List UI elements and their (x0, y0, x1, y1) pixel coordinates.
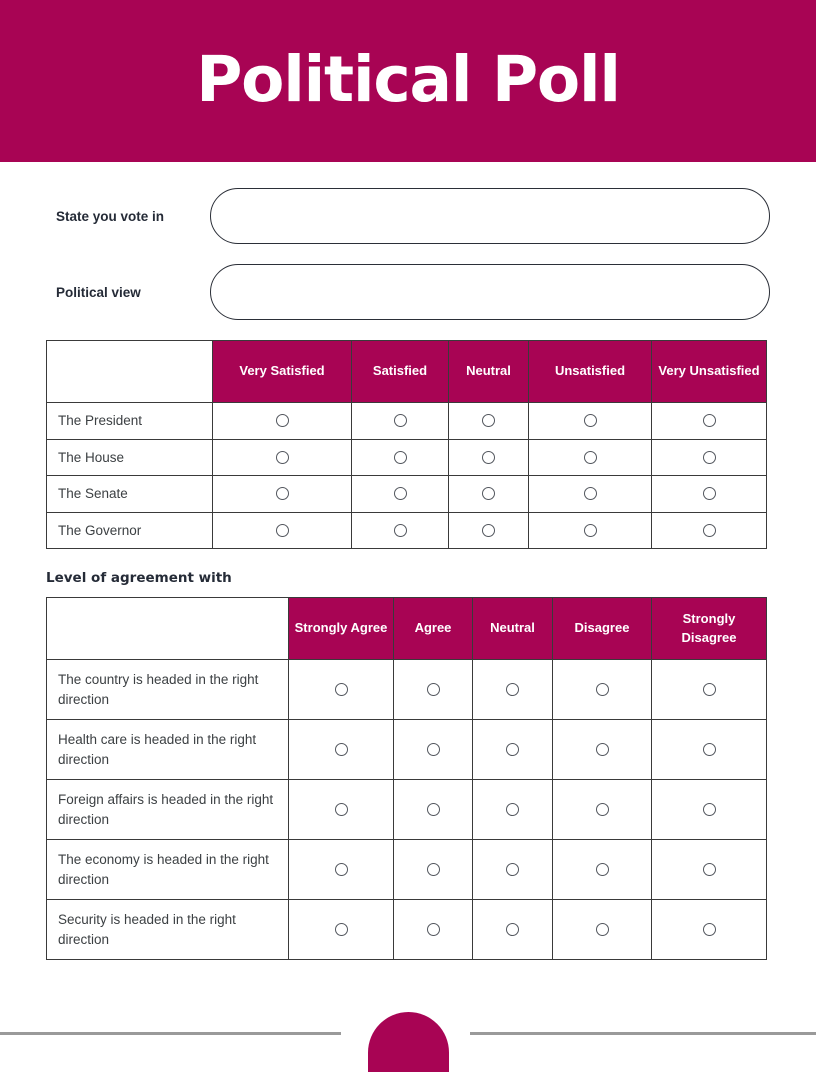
radio-cell-foreign-affairs-strongly-disagree[interactable] (652, 780, 767, 840)
agreement-table (46, 597, 767, 960)
radio-cell-senate-neutral[interactable] (449, 476, 529, 513)
satisfaction-table-head (47, 341, 767, 403)
radio-icon[interactable] (276, 524, 289, 537)
radio-cell-president-neutral[interactable] (449, 403, 529, 440)
radio-icon[interactable] (335, 923, 348, 936)
radio-cell-economy-strongly-agree[interactable] (289, 840, 394, 900)
table-row (47, 840, 767, 900)
radio-cell-country-disagree[interactable] (553, 660, 652, 720)
agreement-row-label-health-care: Health care is headed in the right direction (47, 720, 289, 780)
page-footer (0, 990, 816, 1056)
radio-cell-security-neutral[interactable] (473, 900, 553, 960)
agreement-section-heading: Level of agreement with (46, 570, 232, 586)
radio-cell-foreign-affairs-disagree[interactable] (553, 780, 652, 840)
radio-icon[interactable] (703, 524, 716, 537)
radio-cell-foreign-affairs-agree[interactable] (394, 780, 473, 840)
radio-icon[interactable] (703, 487, 716, 500)
agreement-row-label-security: Security is headed in the right direction (47, 900, 289, 960)
radio-icon[interactable] (335, 743, 348, 756)
radio-cell-president-very-satisfied[interactable] (213, 403, 352, 440)
table-row (47, 780, 767, 840)
radio-icon[interactable] (584, 487, 597, 500)
radio-cell-health-care-neutral[interactable] (473, 720, 553, 780)
agreement-row-label-foreign-affairs: Foreign affairs is headed in the right direction (47, 780, 289, 840)
table-row (47, 900, 767, 960)
agreement-col-agree: Agree (394, 598, 473, 660)
agreement-table-head (47, 598, 767, 660)
radio-cell-health-care-strongly-agree[interactable] (289, 720, 394, 780)
radio-icon[interactable] (506, 923, 519, 936)
radio-icon[interactable] (703, 923, 716, 936)
radio-cell-health-care-strongly-disagree[interactable] (652, 720, 767, 780)
radio-icon[interactable] (335, 683, 348, 696)
radio-cell-security-disagree[interactable] (553, 900, 652, 960)
table-row (47, 476, 767, 513)
radio-cell-house-unsatisfied[interactable] (529, 439, 652, 476)
radio-icon[interactable] (506, 803, 519, 816)
radio-icon[interactable] (335, 863, 348, 876)
agreement-col-disagree: Disagree (553, 598, 652, 660)
form-fields-area (0, 162, 816, 320)
radio-icon[interactable] (703, 451, 716, 464)
radio-icon[interactable] (703, 743, 716, 756)
radio-cell-health-care-agree[interactable] (394, 720, 473, 780)
state-you-vote-in-input[interactable] (210, 188, 770, 244)
radio-icon[interactable] (276, 487, 289, 500)
radio-cell-foreign-affairs-strongly-agree[interactable] (289, 780, 394, 840)
radio-cell-governor-satisfied[interactable] (352, 512, 449, 549)
radio-icon[interactable] (276, 451, 289, 464)
radio-cell-governor-very-unsatisfied[interactable] (652, 512, 767, 549)
agreement-col-neutral: Neutral (473, 598, 553, 660)
radio-cell-senate-unsatisfied[interactable] (529, 476, 652, 513)
radio-cell-country-neutral[interactable] (473, 660, 553, 720)
radio-cell-governor-unsatisfied[interactable] (529, 512, 652, 549)
satisfaction-col-satisfied: Satisfied (352, 341, 449, 403)
radio-cell-president-unsatisfied[interactable] (529, 403, 652, 440)
radio-cell-governor-very-satisfied[interactable] (213, 512, 352, 549)
radio-icon[interactable] (506, 683, 519, 696)
radio-cell-house-satisfied[interactable] (352, 439, 449, 476)
radio-icon[interactable] (394, 414, 407, 427)
radio-icon[interactable] (482, 414, 495, 427)
radio-icon[interactable] (596, 743, 609, 756)
radio-cell-house-neutral[interactable] (449, 439, 529, 476)
radio-cell-house-very-unsatisfied[interactable] (652, 439, 767, 476)
satisfaction-col-neutral: Neutral (449, 341, 529, 403)
radio-cell-president-very-unsatisfied[interactable] (652, 403, 767, 440)
table-row (47, 660, 767, 720)
radio-icon[interactable] (394, 451, 407, 464)
radio-cell-foreign-affairs-neutral[interactable] (473, 780, 553, 840)
radio-icon[interactable] (482, 487, 495, 500)
radio-cell-economy-neutral[interactable] (473, 840, 553, 900)
radio-icon[interactable] (427, 683, 440, 696)
page-header-banner (0, 0, 816, 162)
satisfaction-table (46, 340, 767, 549)
radio-icon[interactable] (427, 863, 440, 876)
radio-icon[interactable] (703, 863, 716, 876)
political-view-input[interactable] (210, 264, 770, 320)
agreement-row-label-country: The country is headed in the right direction (47, 660, 289, 720)
radio-cell-country-agree[interactable] (394, 660, 473, 720)
table-row (47, 720, 767, 780)
table-row (47, 439, 767, 476)
radio-cell-country-strongly-disagree[interactable] (652, 660, 767, 720)
page-title: Political Poll (196, 42, 620, 116)
agreement-header-row (47, 598, 767, 660)
footer-arch-decoration (368, 1012, 449, 1072)
radio-icon[interactable] (427, 743, 440, 756)
radio-cell-health-care-disagree[interactable] (553, 720, 652, 780)
radio-cell-senate-very-satisfied[interactable] (213, 476, 352, 513)
agreement-row-label-economy: The economy is headed in the right direction (47, 840, 289, 900)
radio-cell-security-strongly-agree[interactable] (289, 900, 394, 960)
radio-cell-country-strongly-agree[interactable] (289, 660, 394, 720)
field-row-state (46, 188, 770, 244)
satisfaction-corner-cell (47, 341, 213, 403)
radio-icon[interactable] (506, 863, 519, 876)
satisfaction-table-wrapper (0, 340, 816, 960)
radio-icon[interactable] (482, 451, 495, 464)
radio-icon[interactable] (427, 803, 440, 816)
radio-icon[interactable] (482, 524, 495, 537)
table-row (47, 403, 767, 440)
radio-icon[interactable] (584, 524, 597, 537)
radio-icon[interactable] (335, 803, 348, 816)
radio-icon[interactable] (596, 923, 609, 936)
table-row (47, 512, 767, 549)
satisfaction-header-row (47, 341, 767, 403)
satisfaction-table-body (47, 403, 767, 549)
agreement-col-strongly-disagree: Strongly Disagree (652, 598, 767, 660)
satisfaction-row-label-house: The House (47, 439, 213, 476)
satisfaction-row-label-senate: The Senate (47, 476, 213, 513)
field-row-political-view (46, 264, 770, 320)
agreement-table-body (47, 660, 767, 960)
satisfaction-row-label-president: The President (47, 403, 213, 440)
field-label-political-view: Political view (56, 284, 141, 300)
radio-cell-economy-strongly-disagree[interactable] (652, 840, 767, 900)
radio-cell-economy-agree[interactable] (394, 840, 473, 900)
agreement-col-strongly-agree: Strongly Agree (289, 598, 394, 660)
footer-divider-left (0, 1032, 341, 1035)
satisfaction-row-label-governor: The Governor (47, 512, 213, 549)
radio-cell-governor-neutral[interactable] (449, 512, 529, 549)
radio-icon[interactable] (703, 414, 716, 427)
radio-cell-house-very-satisfied[interactable] (213, 439, 352, 476)
radio-cell-economy-disagree[interactable] (553, 840, 652, 900)
field-label-state: State you vote in (56, 208, 165, 224)
radio-icon[interactable] (427, 923, 440, 936)
radio-icon[interactable] (703, 803, 716, 816)
radio-cell-security-strongly-disagree[interactable] (652, 900, 767, 960)
radio-icon[interactable] (394, 524, 407, 537)
radio-icon[interactable] (596, 803, 609, 816)
radio-icon[interactable] (506, 743, 519, 756)
radio-icon[interactable] (596, 863, 609, 876)
satisfaction-col-unsatisfied: Unsatisfied (529, 341, 652, 403)
satisfaction-col-very-unsatisfied: Very Unsatisfied (652, 341, 767, 403)
radio-icon[interactable] (584, 414, 597, 427)
radio-cell-security-agree[interactable] (394, 900, 473, 960)
radio-cell-senate-very-unsatisfied[interactable] (652, 476, 767, 513)
agreement-corner-cell (47, 598, 289, 660)
radio-icon[interactable] (276, 414, 289, 427)
radio-cell-senate-satisfied[interactable] (352, 476, 449, 513)
radio-cell-president-satisfied[interactable] (352, 403, 449, 440)
radio-icon[interactable] (703, 683, 716, 696)
radio-icon[interactable] (394, 487, 407, 500)
radio-icon[interactable] (596, 683, 609, 696)
radio-icon[interactable] (584, 451, 597, 464)
footer-divider-right (470, 1032, 816, 1035)
satisfaction-col-very-satisfied: Very Satisfied (213, 341, 352, 403)
